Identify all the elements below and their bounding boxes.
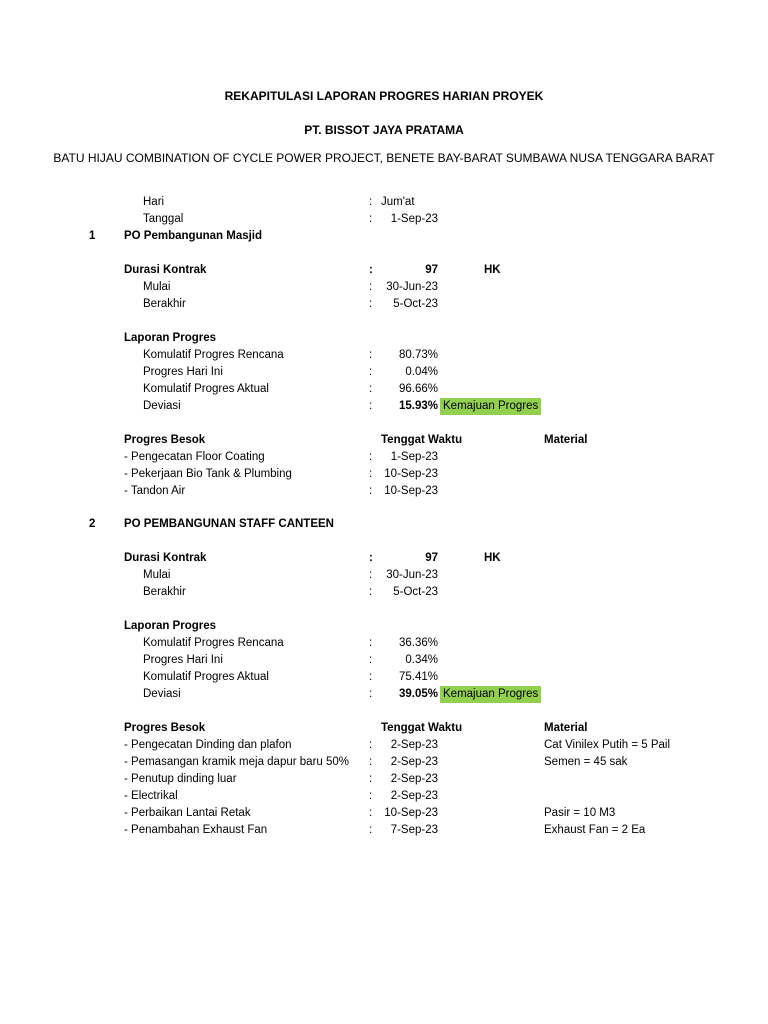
- hari-value: Jum'at: [381, 196, 415, 208]
- colon: :: [369, 756, 373, 768]
- colon: :: [369, 298, 373, 310]
- colon: :: [369, 739, 373, 751]
- task-date: 2-Sep-23: [390, 739, 438, 751]
- info-row-tanggal: [0, 211, 768, 228]
- deviasi-row: [0, 398, 768, 415]
- rencana-row: [0, 347, 768, 364]
- besok-label: Progres Besok: [124, 434, 206, 446]
- task-row: [0, 737, 768, 754]
- task-name: - Pemasangan kramik meja dapur baru 50%: [124, 756, 350, 768]
- rencana-value: 80.73%: [398, 349, 438, 361]
- deviasi-value: 39.05%: [398, 688, 438, 700]
- colon: :: [369, 552, 373, 564]
- colon: :: [369, 349, 373, 361]
- task-name: - Pekerjaan Bio Tank & Plumbing: [124, 468, 292, 480]
- colon: :: [369, 654, 373, 666]
- hari-ini-value: 0.34%: [405, 654, 438, 666]
- colon: :: [369, 824, 373, 836]
- section-title-row: [0, 516, 768, 533]
- aktual-row: [0, 669, 768, 686]
- berakhir-value: 5-Oct-23: [393, 586, 438, 598]
- task-name: - Pengecatan Dinding dan plafon: [124, 739, 292, 751]
- aktual-value: 75.41%: [398, 671, 438, 683]
- colon: :: [369, 281, 373, 293]
- besok-header-row: [0, 720, 768, 737]
- task-date: 10-Sep-23: [384, 485, 438, 497]
- aktual-label: Komulatif Progres Aktual: [143, 383, 269, 395]
- section-number: 2: [89, 518, 96, 530]
- deviasi-label: Deviasi: [143, 400, 181, 412]
- deviasi-row: [0, 686, 768, 703]
- berakhir-label: Berakhir: [143, 298, 186, 310]
- material-header: Material: [544, 722, 588, 734]
- deviasi-status-badge: Kemajuan Progres: [440, 398, 541, 415]
- mulai-value: 30-Jun-23: [386, 281, 438, 293]
- section-title-row: [0, 228, 768, 245]
- task-row: [0, 483, 768, 500]
- laporan-row: [0, 330, 768, 347]
- task-row: [0, 466, 768, 483]
- durasi-row: [0, 550, 768, 567]
- task-date: 10-Sep-23: [384, 807, 438, 819]
- company-name: PT. BISSOT JAYA PRATAMA: [304, 123, 464, 137]
- berakhir-row: [0, 584, 768, 601]
- mulai-value: 30-Jun-23: [386, 569, 438, 581]
- berakhir-value: 5-Oct-23: [393, 298, 438, 310]
- rencana-label: Komulatif Progres Rencana: [143, 349, 284, 361]
- task-material: Exhaust Fan = 2 Ea: [544, 824, 646, 836]
- colon: :: [369, 451, 373, 463]
- deviasi-value: 15.93%: [398, 400, 438, 412]
- colon: :: [369, 807, 373, 819]
- project-name: BATU HIJAU COMBINATION OF CYCLE POWER PROJECT, BENETE BAY-BARAT SUMBAWA NUSA TENGGARA BARAT: [53, 151, 715, 165]
- durasi-value: 97: [425, 552, 438, 564]
- colon: :: [369, 671, 373, 683]
- laporan-label: Laporan Progres: [124, 332, 217, 344]
- task-date: 2-Sep-23: [390, 756, 438, 768]
- mulai-row: [0, 567, 768, 584]
- hari-ini-label: Progres Hari Ini: [143, 366, 223, 378]
- task-row: [0, 754, 768, 771]
- task-row: [0, 449, 768, 466]
- durasi-label: Durasi Kontrak: [124, 264, 207, 276]
- besok-header-row: [0, 432, 768, 449]
- section-title: PO PEMBANGUNAN STAFF CANTEEN: [124, 518, 334, 530]
- task-date: 2-Sep-23: [390, 790, 438, 802]
- durasi-value: 97: [425, 264, 438, 276]
- colon: :: [369, 485, 373, 497]
- colon: :: [369, 569, 373, 581]
- task-row: [0, 805, 768, 822]
- mulai-label: Mulai: [143, 569, 171, 581]
- task-name: - Pengecatan Floor Coating: [124, 451, 265, 463]
- section-title: PO Pembangunan Masjid: [124, 230, 263, 242]
- laporan-row: [0, 618, 768, 635]
- mulai-row: [0, 279, 768, 296]
- hari-label: Hari: [143, 196, 165, 208]
- material-header: Material: [544, 434, 588, 446]
- report-title: REKAPITULASI LAPORAN PROGRES HARIAN PROYEK: [224, 89, 544, 103]
- task-row: [0, 771, 768, 788]
- colon: :: [369, 637, 373, 649]
- rencana-row: [0, 635, 768, 652]
- hari-ini-row: [0, 652, 768, 669]
- hari-ini-label: Progres Hari Ini: [143, 654, 223, 666]
- task-material: Semen = 45 sak: [544, 756, 628, 768]
- rencana-value: 36.36%: [398, 637, 438, 649]
- task-name: - Electrikal: [124, 790, 178, 802]
- colon: :: [369, 400, 373, 412]
- info-row-hari: [0, 194, 768, 211]
- task-name: - Tandon Air: [124, 485, 186, 497]
- task-material: Cat Vinilex Putih = 5 Pail: [544, 739, 671, 751]
- task-date: 2-Sep-23: [390, 773, 438, 785]
- durasi-row: [0, 262, 768, 279]
- task-date: 1-Sep-23: [390, 451, 438, 463]
- task-date: 10-Sep-23: [384, 468, 438, 480]
- besok-label: Progres Besok: [124, 722, 206, 734]
- task-name: - Penambahan Exhaust Fan: [124, 824, 268, 836]
- task-date: 7-Sep-23: [390, 824, 438, 836]
- colon: :: [369, 468, 373, 480]
- colon: :: [369, 383, 373, 395]
- tenggat-header: Tenggat Waktu: [381, 434, 463, 446]
- colon: :: [369, 688, 373, 700]
- colon: :: [369, 790, 373, 802]
- aktual-row: [0, 381, 768, 398]
- task-row: [0, 788, 768, 805]
- durasi-unit: HK: [484, 552, 501, 564]
- tanggal-label: Tanggal: [143, 213, 184, 225]
- rencana-label: Komulatif Progres Rencana: [143, 637, 284, 649]
- hari-ini-row: [0, 364, 768, 381]
- laporan-label: Laporan Progres: [124, 620, 217, 632]
- colon: :: [369, 213, 373, 225]
- colon: :: [369, 196, 373, 208]
- berakhir-row: [0, 296, 768, 313]
- colon: :: [369, 264, 373, 276]
- colon: :: [369, 586, 373, 598]
- task-name: - Perbaikan Lantai Retak: [124, 807, 251, 819]
- durasi-label: Durasi Kontrak: [124, 552, 207, 564]
- hari-ini-value: 0.04%: [405, 366, 438, 378]
- colon: :: [369, 773, 373, 785]
- tanggal-value: 1-Sep-23: [390, 213, 438, 225]
- task-material: Pasir = 10 M3: [544, 807, 616, 819]
- mulai-label: Mulai: [143, 281, 171, 293]
- task-row: [0, 822, 768, 839]
- berakhir-label: Berakhir: [143, 586, 186, 598]
- aktual-label: Komulatif Progres Aktual: [143, 671, 269, 683]
- tenggat-header: Tenggat Waktu: [381, 722, 463, 734]
- aktual-value: 96.66%: [398, 383, 438, 395]
- task-name: - Penutup dinding luar: [124, 773, 237, 785]
- section-number: 1: [89, 230, 96, 242]
- deviasi-status-badge: Kemajuan Progres: [440, 686, 541, 703]
- colon: :: [369, 366, 373, 378]
- deviasi-label: Deviasi: [143, 688, 181, 700]
- durasi-unit: HK: [484, 264, 501, 276]
